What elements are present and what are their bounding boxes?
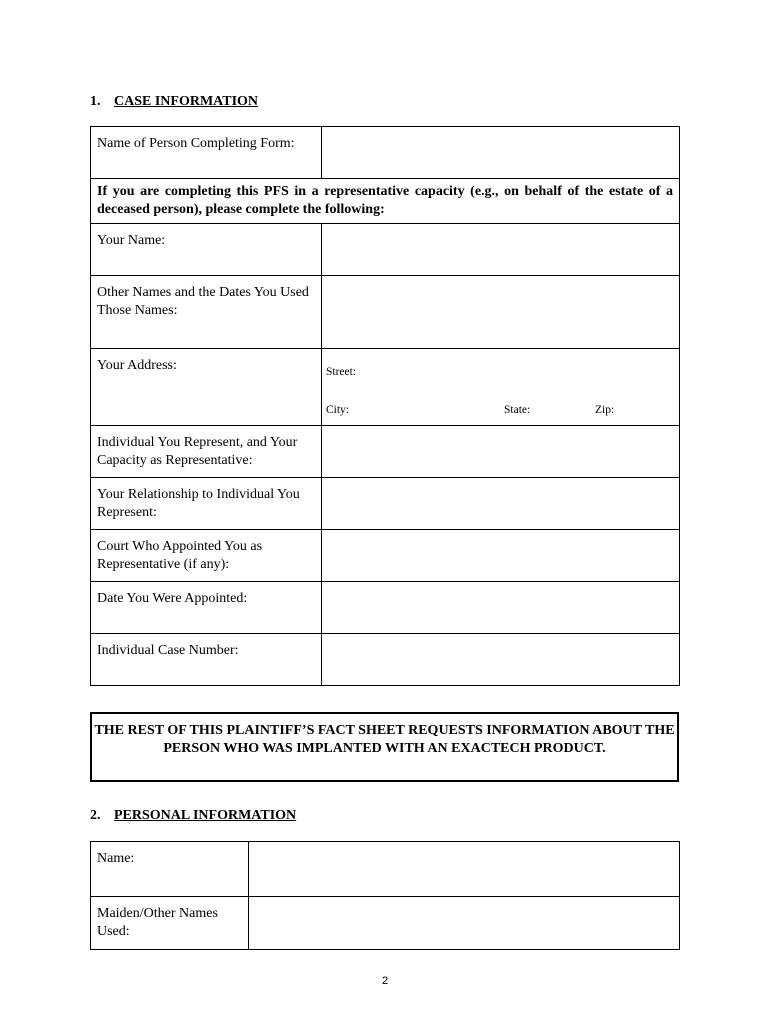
page-number: 2: [381, 975, 389, 987]
table-row: [91, 224, 680, 276]
case-number-field[interactable]: [322, 634, 680, 686]
zip-label: Zip:: [595, 404, 615, 416]
section-2-heading: [90, 808, 296, 824]
your-name-label: Your Name:: [91, 224, 322, 276]
table-row: [91, 426, 680, 478]
section-number: 1.: [90, 94, 101, 109]
table-row: [91, 478, 680, 530]
personal-information-table: [90, 841, 680, 950]
case-number-label: Individual Case Number:: [91, 634, 322, 686]
date-appointed-field[interactable]: [322, 582, 680, 634]
maiden-names-label: Maiden/Other Names Used:: [91, 897, 249, 950]
other-names-field[interactable]: [322, 276, 680, 349]
state-label: State:: [504, 404, 531, 416]
table-row: [91, 530, 680, 582]
court-appointed-label: Court Who Appointed You as Representative (if any):: [91, 530, 322, 582]
your-address-field[interactable]: [322, 349, 680, 426]
representative-instructions: If you are completing this PFS in a representative capacity (e.g., on behalf of the estate of a deceased person), please complete the following:: [91, 179, 680, 224]
table-row: [91, 634, 680, 686]
case-information-table: [90, 126, 680, 686]
name-field[interactable]: [249, 842, 680, 897]
other-names-label: Other Names and the Dates You Used Those Names:: [91, 276, 322, 349]
relationship-field[interactable]: [322, 478, 680, 530]
maiden-names-field[interactable]: [249, 897, 680, 950]
section-1-heading: [90, 94, 258, 110]
name-completing-form-field[interactable]: [322, 127, 680, 179]
court-appointed-field[interactable]: [322, 530, 680, 582]
your-name-field[interactable]: [322, 224, 680, 276]
table-row: [91, 276, 680, 349]
section-title: CASE INFORMATION: [114, 94, 259, 109]
section-number: 2.: [90, 808, 101, 823]
table-row: [91, 349, 680, 426]
individual-represent-field[interactable]: [322, 426, 680, 478]
name-completing-form-label: Name of Person Completing Form:: [91, 127, 322, 179]
table-row: [91, 179, 680, 224]
relationship-label: Your Relationship to Individual You Represent:: [91, 478, 322, 530]
notice-box: THE REST OF THIS PLAINTIFF’S FACT SHEET REQUESTS INFORMATION ABOUT THE PERSON WHO WAS IMPLANTED WITH AN EXACTECH PRODUCT.: [90, 712, 679, 782]
section-title: PERSONAL INFORMATION: [114, 808, 297, 823]
table-row: [91, 842, 680, 897]
name-label: Name:: [91, 842, 249, 897]
individual-represent-label: Individual You Represent, and Your Capacity as Representative:: [91, 426, 322, 478]
city-label: City:: [326, 404, 350, 416]
street-label: Street:: [326, 366, 357, 378]
date-appointed-label: Date You Were Appointed:: [91, 582, 322, 634]
table-row: [91, 897, 680, 950]
table-row: [91, 127, 680, 179]
table-row: [91, 582, 680, 634]
your-address-label: Your Address:: [91, 349, 322, 426]
